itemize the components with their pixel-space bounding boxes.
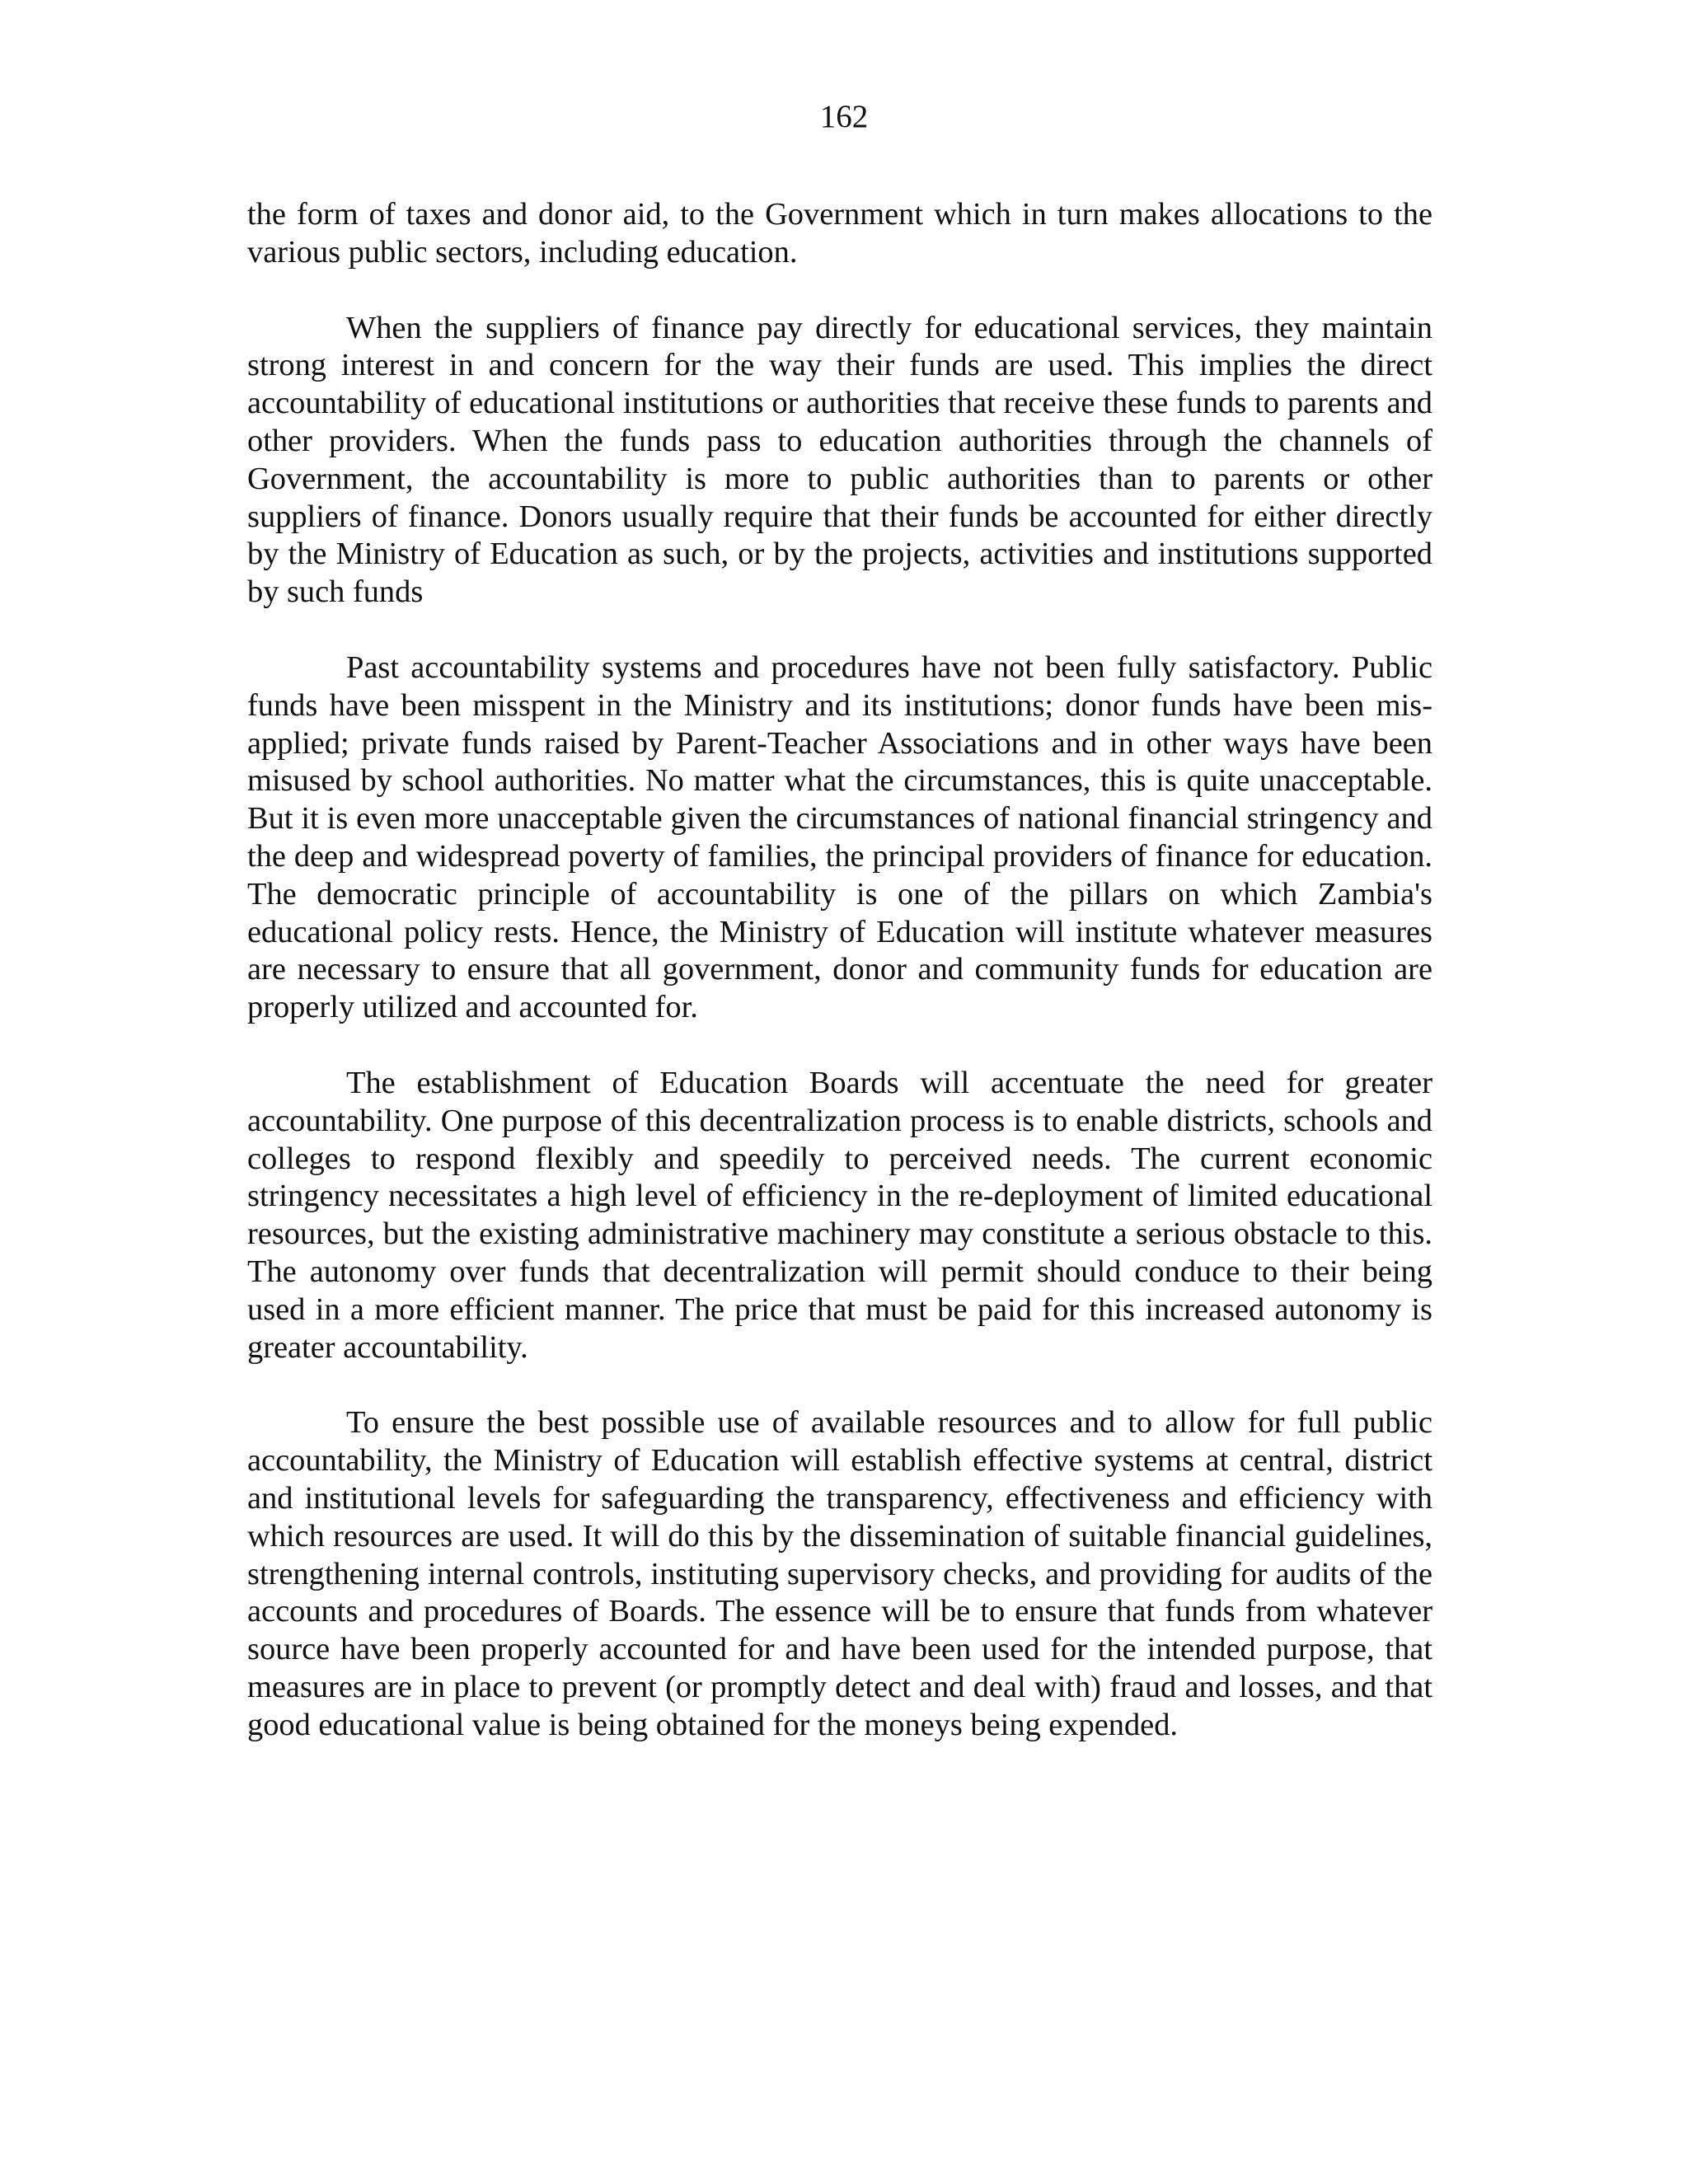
paragraph-past-accountability: Past accountability systems and procedures have not been fully satisfactory. Public funds have been misspent in the Ministry and its institutions; donor funds have been mis-applied; private funds raised by Parent-Teacher Associations and in other ways have been misused by school authorities. No matter what the circumstances, this is quite unacceptable. But it is even more unacceptable given the circumstances of national financial stringency and the deep and widespread poverty of families, the principal providers of finance for education. The democratic principle of accountability is one of the pillars on which Zambia's educational policy rests. Hence, the Ministry of Education will institute whatever measures are necessary to ensure that all government, donor and community funds for education are properly utilized and accounted for. [247,649,1432,1025]
paragraph-suppliers-of-finance: When the suppliers of finance pay directly for educational services, they maintain strong interest in and concern for the way their funds are used. This implies the direct accountability of educational institutions or authorities that receive these funds to parents and other providers. When the funds pass to education authorities through the channels of Government, the accountability is more to public authorities than to parents or other suppliers of finance. Donors usually require that their funds be accounted for either directly by the Ministry of Education as such, or by the projects, activities and institutions supported by such funds [247,310,1432,610]
page-number: 162 [819,99,869,134]
paragraph-ensure-best-use: To ensure the best possible use of available resources and to allow for full public accountability, the Ministry of Education will establish effective systems at central, district and institutional levels for safeguarding the transparency, effectiveness and efficiency with which resources are used. It will do this by the dissemination of suitable financial guidelines, strengthening internal controls, instituting supervisory checks, and providing for audits of the accounts and procedures of Boards. The essence will be to ensure that funds from whatever source have been properly accounted for and have been used for the intended purpose, that measures are in place to prevent (or promptly detect and deal with) fraud and losses, and that good educational value is being obtained for the moneys being expended. [247,1405,1432,1742]
paragraph-education-boards: The establishment of Education Boards will accentuate the need for greater accountability. One purpose of this decentralization process is to enable districts, schools and colleges to respond flexibly and speedily to perceived needs. The current economic stringency necessitates a high level of efficiency in the re-deployment of limited educational resources, but the existing administrative machinery may constitute a serious obstacle to this. The autonomy over funds that decentralization will permit should conduce to their being used in a more efficient manner. The price that must be paid for this increased autonomy is greater accountability. [247,1065,1432,1365]
paragraph-continued: the form of taxes and donor aid, to the Government which in turn makes allocations to the various public sectors, including education. [247,197,1432,269]
body-text [247,196,1432,1782]
